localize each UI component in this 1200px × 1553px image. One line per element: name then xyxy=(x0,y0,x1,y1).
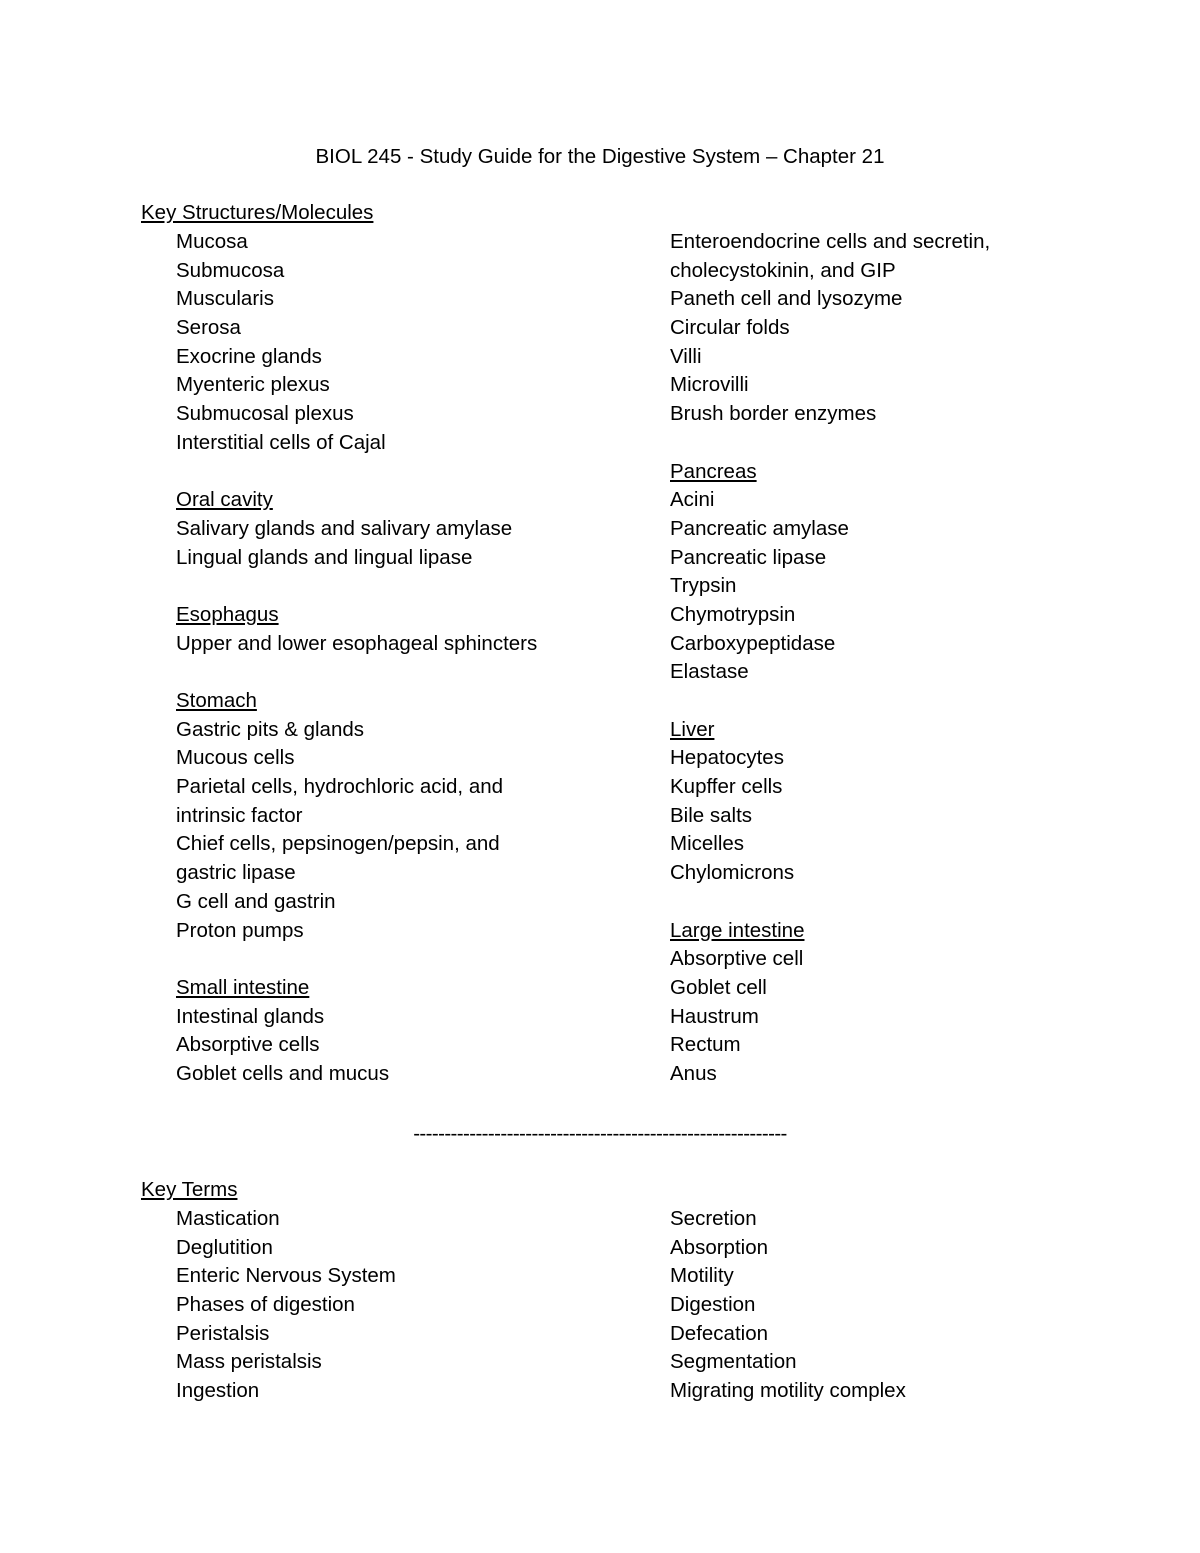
list-item: Brush border enzymes xyxy=(670,402,877,426)
list-item: Lingual glands and lingual lipase xyxy=(176,545,473,569)
list-item: Motility xyxy=(670,1264,734,1288)
page-title: BIOL 245 - Study Guide for the Digestive System – Chapter 21 xyxy=(315,145,885,168)
list-item: Pancreatic amylase xyxy=(670,516,849,540)
list-item: Pancreatic lipase xyxy=(670,545,827,569)
list-item: Kupffer cells xyxy=(670,775,783,799)
subsection-heading: Pancreas xyxy=(670,459,757,483)
key-terms-heading: Key Terms xyxy=(141,1178,238,1201)
list-item: Goblet cells and mucus xyxy=(176,1061,390,1085)
section-divider: ------------------------------------------------------------ xyxy=(413,1122,787,1145)
list-item: Absorptive cells xyxy=(176,1033,320,1057)
terms-left-column xyxy=(176,1205,636,1406)
list-item: Exocrine glands xyxy=(176,344,322,368)
subsection-heading: Small intestine xyxy=(176,975,310,999)
list-item: Absorption xyxy=(670,1235,769,1259)
structures-left-column xyxy=(176,228,636,1089)
list-item: Salivary glands and salivary amylase xyxy=(176,516,513,540)
list-item: Serosa xyxy=(176,316,241,340)
list-item: Migrating motility complex xyxy=(670,1379,906,1403)
terms-right-column xyxy=(670,1205,1170,1406)
list-item: intrinsic factor xyxy=(176,803,303,827)
list-item: Chief cells, pepsinogen/pepsin, and xyxy=(176,832,500,856)
list-item: Submucosal plexus xyxy=(176,402,354,426)
blank-line xyxy=(176,945,636,974)
structures-right-column xyxy=(670,228,1170,1089)
list-item: Paneth cell and lysozyme xyxy=(670,287,903,311)
list-item: cholecystokinin, and GIP xyxy=(670,258,896,282)
subsection-heading: Esophagus xyxy=(176,602,279,626)
list-item: Elastase xyxy=(670,660,749,684)
subsection-heading: Stomach xyxy=(176,689,257,712)
list-item: Phases of digestion xyxy=(176,1293,355,1317)
list-item: Muscularis xyxy=(176,287,274,311)
list-item: Micelles xyxy=(670,832,745,856)
list-item: Intestinal glands xyxy=(176,1004,325,1028)
list-item: Proton pumps xyxy=(176,918,304,942)
list-item: Parietal cells, hydrochloric acid, and xyxy=(176,775,504,799)
list-item: Mass peristalsis xyxy=(176,1350,322,1374)
list-item: Deglutition xyxy=(176,1235,273,1259)
list-item: Mucosa xyxy=(176,230,248,253)
list-item: Villi xyxy=(670,344,702,368)
list-item: Enteric Nervous System xyxy=(176,1264,396,1288)
blank-line xyxy=(670,687,1170,716)
list-item: Chylomicrons xyxy=(670,861,795,885)
list-item: Myenteric plexus xyxy=(176,373,330,397)
subsection-heading: Oral cavity xyxy=(176,488,273,512)
blank-line xyxy=(670,888,1170,917)
list-item: Goblet cell xyxy=(670,975,767,999)
list-item: Absorptive cell xyxy=(670,947,804,971)
blank-line xyxy=(176,658,636,687)
blank-line xyxy=(670,429,1170,458)
list-item: Mastication xyxy=(176,1207,280,1230)
list-item: Enteroendocrine cells and secretin, xyxy=(670,230,991,253)
list-item: Ingestion xyxy=(176,1379,260,1403)
list-item: Secretion xyxy=(670,1207,757,1230)
list-item: Haustrum xyxy=(670,1004,759,1028)
list-item: Anus xyxy=(670,1061,717,1085)
blank-line xyxy=(176,458,636,487)
list-item: Chymotrypsin xyxy=(670,602,796,626)
list-item: Bile salts xyxy=(670,803,753,827)
blank-line xyxy=(176,572,636,601)
list-item: G cell and gastrin xyxy=(176,889,336,913)
list-item: Defecation xyxy=(670,1321,769,1345)
key-structures-heading: Key Structures/Molecules xyxy=(141,201,374,224)
list-item: Gastric pits & glands xyxy=(176,717,364,741)
list-item: gastric lipase xyxy=(176,861,296,885)
list-item: Trypsin xyxy=(670,574,737,598)
list-item: Microvilli xyxy=(670,373,749,397)
subsection-heading: Liver xyxy=(670,717,715,741)
list-item: Upper and lower esophageal sphincters xyxy=(176,631,538,655)
list-item: Interstitial cells of Cajal xyxy=(176,430,386,454)
list-item: Peristalsis xyxy=(176,1321,270,1345)
list-item: Circular folds xyxy=(670,316,790,340)
list-item: Digestion xyxy=(670,1293,756,1317)
list-item: Segmentation xyxy=(670,1350,797,1374)
subsection-heading: Large intestine xyxy=(670,918,805,942)
list-item: Acini xyxy=(670,488,715,512)
list-item: Carboxypeptidase xyxy=(670,631,836,655)
list-item: Submucosa xyxy=(176,258,285,282)
list-item: Rectum xyxy=(670,1033,741,1057)
list-item: Hepatocytes xyxy=(670,746,784,770)
list-item: Mucous cells xyxy=(176,746,295,770)
